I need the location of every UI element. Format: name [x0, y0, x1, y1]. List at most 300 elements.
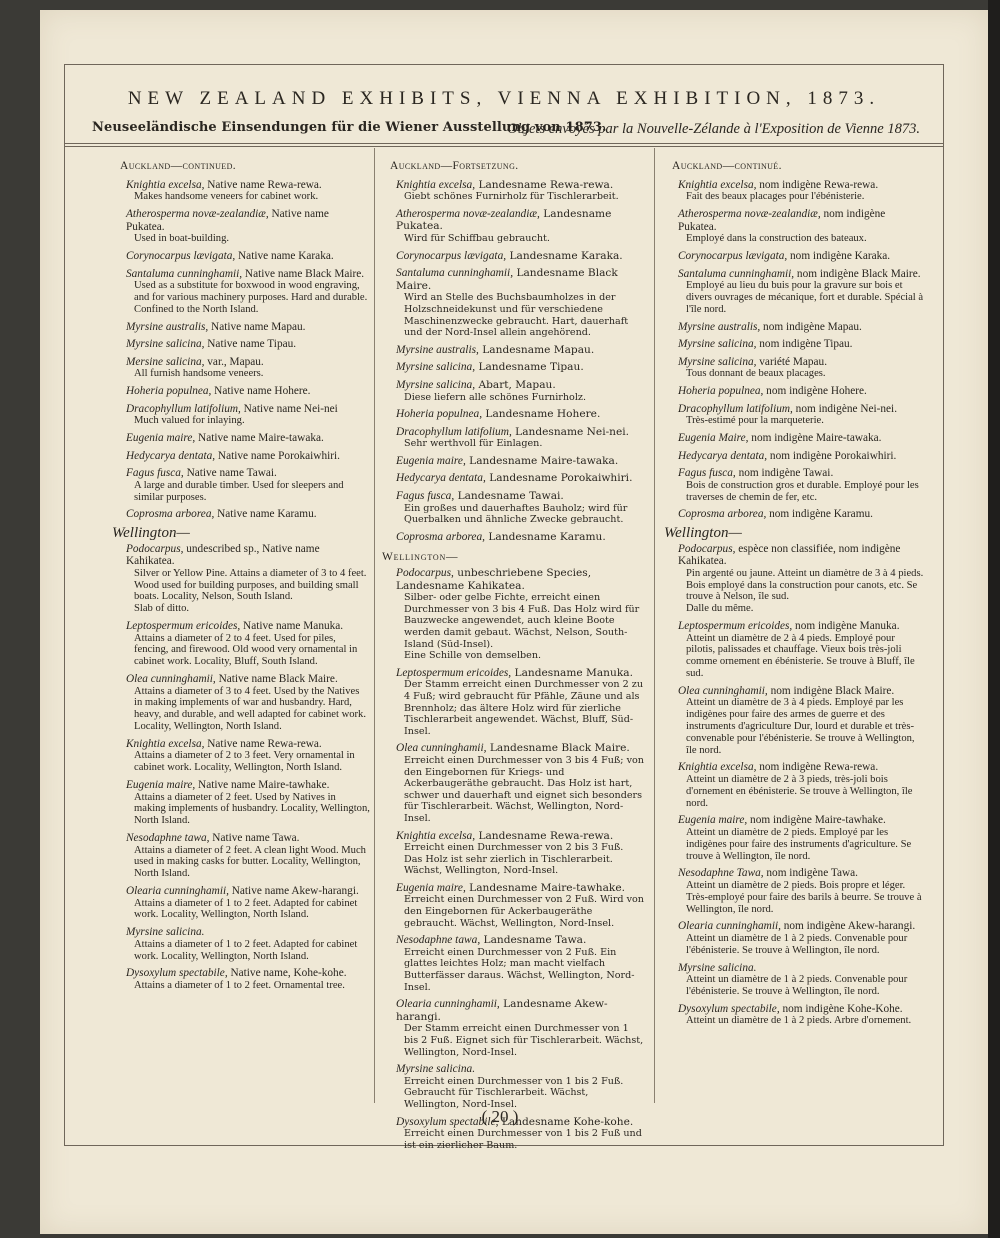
column-divider-2 [654, 148, 655, 1103]
species-name-line [396, 830, 644, 843]
species-name-line [126, 356, 370, 369]
species-latin-name: Coprosma arborea, [126, 508, 215, 521]
species-name-line [126, 338, 370, 351]
species-latin-name: Olea cunninghamii, [396, 742, 487, 755]
timber-entry [382, 567, 644, 662]
timber-entry [382, 361, 644, 374]
page-title: NEW ZEALAND EXHIBITS, VIENNA EXHIBITION, 1873. [127, 88, 881, 109]
species-latin-name: Myrsine salicina, [126, 338, 205, 351]
section-heading: Auckland—continued. [120, 160, 237, 172]
species-note: Dalle du même. [686, 603, 754, 615]
native-name: Native name Karamu. [214, 508, 317, 521]
species-name-line [126, 467, 370, 480]
native-name: nom indigène Kohe-Kohe. [779, 1002, 903, 1015]
species-description: Très-estimé pour la marqueterie. [686, 415, 824, 427]
species-description: Wird an Stelle des Buchsbaumholzes in der Holzschneidekunst und für verschiedene Maschinenzwecke gebraucht. Hart, dauerhaft und der Nord-Insel allein angehörend. [404, 292, 629, 339]
species-name-line [126, 508, 370, 521]
species-description: Attains a diameter of 2 feet. Used by Natives in making implements of husbandry. Locality, Wellington, North Island. [134, 791, 370, 827]
species-latin-name: Dysoxylum spectabile, [126, 967, 228, 980]
species-name-line [678, 543, 926, 568]
species-name-line [396, 490, 644, 503]
native-name: Native name Pukatea. [126, 207, 329, 233]
native-name: Native name Black Maire. [215, 673, 338, 686]
native-name: nom indigène Rewa-rewa. [756, 178, 879, 191]
species-name-line [678, 508, 926, 521]
species-latin-name: Nesodaphne tawa, [126, 831, 210, 844]
timber-entry [112, 467, 370, 503]
native-name: Landesname Tipau. [475, 361, 584, 374]
species-latin-name: Leptospermum ericoides, [396, 666, 512, 679]
species-description: Atteint un diamètre de 2 pieds. Bois propre et léger. Très-employé pour faire des barils à beurre. Se trouve à Wellington, île nord. [686, 879, 922, 915]
species-description: Der Stamm erreicht einen Durchmesser von 2 zu 4 Fuß; wird gebraucht für Pfähle, Zäune und als Brennholz; das ältere Holz wird für zierliche Tischlerarbeit angewendet. Wächst, Bluff, Süd-Insel. [404, 679, 644, 737]
species-latin-name: Hoheria populnea, [126, 385, 212, 398]
species-description: Der Stamm erreicht einen Durchmesser von 1 bis 2 Fuß. Eignet sich für Tischlerarbeit. Wächst, Wellington, Nord-Insel. [404, 1023, 644, 1058]
native-name: Native name Karaka. [235, 249, 334, 262]
timber-entry [664, 467, 926, 503]
region-heading: Wellington— [112, 525, 190, 542]
timber-entry [112, 403, 370, 427]
species-latin-name: Myrsine salicina. [678, 961, 757, 974]
species-description: Atteint un diamètre de 2 à 3 pieds, très-joli bois d'ornement en ébénisterie. Se trouve à Wellington, île nord. [686, 774, 913, 809]
native-name: nom indigène Tawai. [735, 467, 834, 480]
native-name: unbeschriebene Species, Landesname Kahikatea. [396, 567, 592, 592]
timber-entry [382, 472, 644, 485]
timber-entry [382, 531, 644, 544]
species-name-line [396, 531, 644, 544]
species-name-line [678, 250, 926, 263]
species-name-line [396, 934, 644, 947]
species-latin-name: Myrsine australis, [126, 320, 209, 333]
native-name: Landesname Pukatea. [396, 207, 612, 233]
native-name: nom indigène Akew-harangi. [780, 920, 916, 933]
species-description: Attains a diameter of 2 feet. A clean light Wood. Much used in making casks for butter. Locality, Wellington, North Island. [134, 844, 366, 880]
species-name-line [126, 832, 370, 845]
species-description: Makes handsome veneers for cabinet work. [134, 191, 319, 203]
timber-entry [112, 356, 370, 380]
timber-entry [664, 685, 926, 757]
species-latin-name: Knightia excelsa, [396, 178, 476, 191]
french-subtitle: Objets envoyés par la Nouvelle-Zélande à l'Exposition de Vienne 1873. [507, 121, 920, 137]
native-name: var., Mapau. [204, 355, 264, 368]
native-name: Landesname Hohere. [482, 408, 601, 421]
species-latin-name: Santaluma cunninghamii, [126, 267, 243, 280]
species-name-line [126, 885, 370, 898]
native-name: Landesname Black Maire. [396, 267, 618, 292]
timber-entry [664, 403, 926, 427]
native-name: nom indigène Porokaiwhiri. [767, 449, 897, 462]
timber-entry [382, 267, 644, 339]
native-name: nom indigène Hohere. [763, 385, 867, 398]
native-name: Native name Tawa. [209, 831, 300, 844]
species-description: Erreicht einen Durchmesser von 1 bis 2 Fuß. Gebraucht für Tischlerarbeit. Wächst, Wellington, Nord-Insel. [404, 1075, 624, 1110]
native-name: Landesname Maire-tawhake. [465, 881, 625, 894]
species-latin-name: Nesodaphne tawa, [396, 934, 481, 947]
timber-entry [382, 408, 644, 421]
species-latin-name: Knightia excelsa, [678, 761, 757, 774]
species-description: Used in boat-building. [134, 233, 230, 245]
timber-entry [664, 432, 926, 445]
native-name: Native name Porokaiwhiri. [215, 449, 340, 462]
species-description: Employé au lieu du buis pour la gravure sur bois et divers ouvrages de mécanique, fort et durable. Spécial à l'île nord. [686, 280, 924, 315]
species-latin-name: Eugenia maire, [678, 814, 748, 827]
native-name: espèce non classifiée, nom indigène Kahikatea. [678, 542, 901, 568]
species-latin-name: Myrsine australis, [678, 320, 761, 333]
species-latin-name: Eugenia maire, [396, 454, 466, 467]
german-subtitle: Neuseeländische Einsendungen für die Wiener Ausstellung von 1873. [92, 120, 607, 135]
timber-entry [664, 761, 926, 809]
species-latin-name: Podocarpus, [126, 542, 184, 555]
native-name: Native name Black Maire. [242, 267, 365, 280]
species-latin-name: Eugenia maire, [396, 881, 466, 894]
timber-entry [112, 620, 370, 668]
species-name-line [396, 742, 644, 755]
species-note: Eine Schille von demselben. [404, 650, 542, 662]
species-latin-name: Olearia cunninghamii, [126, 884, 229, 897]
native-name: Native name Maire-tawhake. [195, 779, 330, 791]
species-latin-name: Atherosperma novæ-zealandiæ, [678, 207, 821, 220]
species-description: Atteint un diamètre de 1 à 2 pieds. Convenable pour l'ébénisterie. Se trouve à Wellington, île nord. [686, 974, 908, 997]
timber-entry [112, 885, 370, 921]
species-latin-name: Dysoxylum spectabile, [678, 1002, 780, 1015]
species-description: Bois de construction gros et durable. Employé pour les traverses de chemin de fer, etc. [686, 479, 919, 503]
species-description: Ein großes und dauerhaftes Bauholz; wird für Querbalken und ähnliche Zwecke gebraucht. [404, 502, 628, 526]
species-description: Pin argenté ou jaune. Atteint un diamètre de 3 à 4 pieds. Bois employé dans la construction pour canots, etc. Se trouve à Nelson, île sud. [686, 567, 924, 603]
species-name-line [396, 426, 644, 439]
species-latin-name: Myrsine salicina, [396, 378, 476, 391]
species-description: Used as a substitute for boxwood in wood engraving, and for various machinery purposes. Hard and durable. Confined to the North Island. [134, 280, 368, 315]
species-description: Erreicht einen Durchmesser von 1 bis 2 Fuß und ist ein zierlicher Baum. [404, 1128, 642, 1151]
species-note: Slab of ditto. [134, 603, 190, 615]
species-latin-name: Dracophyllum latifolium, [126, 402, 241, 415]
species-name-line [678, 867, 926, 880]
timber-entry [664, 920, 926, 956]
species-name-line [678, 208, 926, 233]
species-latin-name: Knightia excelsa, [678, 178, 757, 191]
species-name-line [396, 882, 644, 895]
species-latin-name: Eugenia maire, [126, 432, 196, 445]
species-name-line [678, 761, 926, 774]
species-description: Much valued for inlaying. [134, 415, 245, 427]
species-latin-name: Myrsine salicina. [396, 1063, 476, 1076]
timber-entry [112, 738, 370, 774]
page-edge [988, 0, 1000, 1238]
species-latin-name: Corynocarpus lævigata, [678, 249, 788, 262]
species-latin-name: Podocarpus, [396, 567, 454, 580]
species-name-line [126, 179, 370, 192]
species-name-line [678, 179, 926, 192]
species-description: Silber- oder gelbe Fichte, erreicht einen Durchmesser von 3 bis 4 Fuß. Das Holz wird für Bauzwecke angewendet, auch kleine Boote werden damit gebaut. Wächst, Nelson, South-Island (Süd-Insel). [404, 592, 640, 650]
species-name-line [126, 926, 370, 939]
species-name-line [126, 321, 370, 334]
native-name: Native name Akew-harangi. [228, 884, 359, 897]
header-rule [64, 143, 944, 144]
timber-entry [382, 344, 644, 357]
native-name: nom indigène Pukatea. [678, 207, 886, 233]
native-name: Landesname Porokaiwhiri. [485, 472, 633, 485]
native-name: nom indigène Rewa-rewa. [756, 761, 879, 774]
species-description: Attains a diameter of 2 to 3 feet. Very ornamental in cabinet work. Locality, Wellington, North Island. [134, 750, 355, 774]
timber-entry [112, 208, 370, 245]
native-name: Landesname Akew-harangi. [396, 998, 608, 1023]
species-name-line [396, 472, 644, 485]
native-name: Landesname Mapau. [478, 343, 595, 356]
native-name: Landesname Maire-tawaka. [465, 454, 619, 467]
timber-entry [112, 385, 370, 398]
species-latin-name: Myrsine australis, [396, 343, 479, 356]
timber-entry [664, 962, 926, 998]
native-name: Landesname Tawai. [454, 490, 564, 503]
species-name-line [396, 1063, 644, 1076]
column-divider-1 [374, 148, 375, 1103]
native-name: nom indigène Karamu. [766, 508, 873, 521]
species-latin-name: Myrsine salicina, [396, 361, 476, 374]
timber-entry [382, 934, 644, 993]
species-name-line [126, 967, 370, 980]
species-name-line [678, 403, 926, 416]
timber-entry [664, 543, 926, 615]
timber-entry [382, 179, 644, 203]
species-name-line [396, 344, 644, 357]
species-description: Diese liefern alle schönes Furnirholz. [404, 391, 586, 403]
native-name: Native name Rewa-rewa. [204, 178, 322, 191]
species-name-line [396, 208, 644, 233]
species-latin-name: Olea cunninghamii, [678, 684, 768, 697]
timber-entry [382, 455, 644, 468]
species-name-line [126, 403, 370, 416]
timber-entry [664, 385, 926, 398]
species-description: Erreicht einen Durchmesser von 2 Fuß. Wird von den Eingebornen für Ackerbaugeräthe gebraucht. Wächst, Wellington, Nord-Insel. [404, 894, 644, 929]
native-name: nom indigène Black Maire. [767, 684, 895, 697]
timber-entry [664, 356, 926, 380]
species-latin-name: Corynocarpus lævigata, [396, 249, 507, 262]
timber-entry [112, 250, 370, 263]
english-column [112, 158, 370, 997]
region-heading: Wellington— [664, 525, 742, 542]
species-description: Atteint un diamètre de 2 à 4 pieds. Employé pour pilotis, palissades et chauffage. Vieux bois très-joli comme ornement en ébénisterie. Se trouve à Bluff, île sud. [686, 632, 915, 680]
timber-entry [382, 882, 644, 929]
species-latin-name: Leptospermum ericoides, [126, 620, 241, 633]
species-name-line [678, 385, 926, 398]
timber-entry [112, 432, 370, 445]
native-name: Native name Maire-tawaka. [195, 432, 324, 445]
species-name-line [396, 250, 644, 263]
species-latin-name: Corynocarpus lævigata, [126, 249, 236, 262]
native-name: nom indigène Black Maire. [794, 267, 921, 280]
native-name: Landesname Karamu. [485, 530, 606, 543]
timber-entry [664, 321, 926, 334]
timber-entry [112, 338, 370, 351]
species-name-line [396, 998, 644, 1023]
german-column [382, 158, 644, 1156]
native-name: Native name Tipau. [204, 338, 297, 351]
species-name-line [678, 321, 926, 334]
species-latin-name: Dracophyllum latifolium, [396, 425, 512, 438]
species-description: Erreicht einen Durchmesser von 2 bis 3 Fuß. Das Holz ist sehr zierlich in Tischlerarbeit. Wächst, Wellington, Nord-Insel. [404, 842, 624, 877]
timber-entry [664, 814, 926, 862]
timber-entry [382, 667, 644, 738]
native-name: Native name Hohere. [211, 385, 311, 398]
species-latin-name: Santaluma cunninghamii, [396, 267, 514, 280]
species-description: Erreicht einen Durchmesser von 3 bis 4 Fuß; von den Eingebornen für Kriegs- und Ackerbaugeräthe gebraucht. Das Holz ist hart, schwer und dauerhaft und eignet sich besonders für Tischlerarbeit. Wächst, Wellington, Nord-Insel. [404, 754, 644, 824]
species-description: Atteint un diamètre de 2 pieds. Employé par les indigènes pour faire des instruments d'agriculture. Se trouve à Wellington, île nord. [686, 826, 912, 862]
timber-entry [382, 998, 644, 1058]
species-latin-name: Dracophyllum latifolium, [678, 402, 793, 415]
species-latin-name: Hedycarya dentata, [126, 449, 216, 462]
species-latin-name: Eugenia maire, [126, 779, 196, 791]
timber-entry [112, 832, 370, 880]
species-latin-name: Nesodaphne Tawa, [678, 867, 764, 880]
timber-entry [112, 967, 370, 991]
species-latin-name: Atherosperma novæ-zealandiæ, [396, 207, 540, 220]
timber-entry [112, 268, 370, 316]
species-description: Attains a diameter of 3 to 4 feet. Used by the Natives in making implements of war and husbandry. Hard, heavy, and durable, and well adapted for cabinet work. Locality, Wellington, North Island. [134, 685, 366, 733]
timber-entry [382, 208, 644, 245]
native-name: Landesname Nei-nei. [511, 425, 630, 438]
species-name-line [396, 267, 644, 292]
native-name: Landesname Tawa. [480, 934, 587, 947]
native-name: Landesname Karaka. [506, 249, 623, 262]
species-description: Tous donnant de beaux placages. [686, 368, 826, 380]
species-latin-name: Fagus fusca, [126, 467, 184, 480]
species-name-line [126, 620, 370, 633]
species-latin-name: Knightia excelsa, [396, 829, 476, 842]
species-name-line [678, 1003, 926, 1016]
native-name: nom indigène Tawa. [763, 867, 858, 880]
species-name-line [396, 567, 644, 592]
timber-entry [382, 379, 644, 403]
species-latin-name: Olea cunninghamii, [126, 673, 216, 686]
native-name: Native name Manuka. [240, 620, 344, 633]
species-description: Attains a diameter of 1 to 2 feet. Adapted for cabinet work. Locality, Wellington, North Island. [134, 938, 358, 962]
species-description: Silver or Yellow Pine. Attains a diameter of 3 to 4 feet. Wood used for building purposes, and building small boats. Locality, Nelson, South Island. [134, 567, 367, 603]
timber-entry [112, 508, 370, 521]
species-name-line [126, 385, 370, 398]
species-description: Atteint un diamètre de 1 à 2 pieds. Convenable pour l'ébénisterie. Se trouve à Wellington, île nord. [686, 932, 908, 956]
timber-entry [382, 426, 644, 450]
timber-entry [664, 1003, 926, 1027]
species-description: Giebt schönes Furnirholz für Tischlerarbeit. [404, 191, 619, 203]
timber-entry [112, 543, 370, 615]
species-description: Attains a diameter of 2 to 4 feet. Used for piles, fencing, and firewood. Old wood very ornamental in cabinet work. Locality, Bluff, South Island. [134, 632, 358, 668]
timber-entry [664, 179, 926, 203]
species-latin-name: Leptospermum ericoides, [678, 620, 793, 633]
native-name: Landesname Kohe-kohe. [498, 1115, 634, 1128]
species-name-line [678, 920, 926, 933]
species-description: Wird für Schiffbau gebraucht. [404, 232, 550, 244]
species-description: Erreicht einen Durchmesser von 2 Fuß. Ein glattes leichtes Holz; man macht vielfach Butterfässer daraus. Wächst, Wellington, Nord-Insel. [404, 946, 635, 993]
species-latin-name: Knightia excelsa, [126, 178, 205, 191]
timber-entry [382, 490, 644, 526]
species-description: Attains a diameter of 1 to 2 feet. Adapted for cabinet work. Locality, Wellington, North Island. [134, 897, 358, 921]
native-name: Abart, Mapau. [475, 378, 556, 391]
timber-entry [382, 250, 644, 263]
page-number: ( 20 ) [481, 1107, 519, 1126]
native-name: Landesname Rewa-rewa. [475, 829, 614, 842]
timber-entry [664, 508, 926, 521]
species-name-line [126, 208, 370, 233]
species-latin-name: Myrsine salicina, [678, 338, 757, 351]
species-name-line [678, 814, 926, 827]
species-latin-name: Mersine salicina, [126, 355, 205, 368]
species-description: Sehr werthvoll für Einlagen. [404, 438, 543, 450]
native-name: nom indigène Maire-tawhake. [747, 814, 886, 827]
native-name: Native name Tawai. [183, 467, 277, 480]
timber-entry [664, 620, 926, 680]
species-name-line [678, 450, 926, 463]
species-name-line [396, 408, 644, 421]
native-name: Landesname Black Maire. [486, 742, 630, 755]
species-name-line [126, 543, 370, 568]
native-name: nom indigène Tipau. [756, 338, 853, 351]
region-heading: Wellington— [382, 551, 459, 564]
species-description: Employé dans la construction des bateaux. [686, 233, 867, 245]
timber-entry [664, 867, 926, 915]
species-name-line [678, 685, 926, 698]
timber-entry [664, 250, 926, 263]
native-name: nom indigène Nei-nei. [792, 402, 898, 415]
species-description: Attains a diameter of 1 to 2 feet. Ornamental tree. [134, 979, 345, 991]
species-name-line [396, 379, 644, 392]
native-name: Native name Nei-nei [240, 402, 338, 415]
timber-entry [112, 673, 370, 733]
species-description: Fait des beaux placages pour l'ébénisterie. [686, 191, 865, 203]
species-latin-name: Myrsine salicina. [126, 926, 205, 939]
timber-entry [664, 450, 926, 463]
timber-entry [112, 450, 370, 463]
native-name: Landesname Manuka. [511, 666, 633, 679]
species-latin-name: Olearia cunninghamii, [396, 998, 500, 1011]
native-name: Landesname Rewa-rewa. [475, 178, 614, 191]
species-latin-name: Hoheria populnea, [396, 408, 483, 421]
species-name-line [396, 361, 644, 374]
species-name-line [126, 432, 370, 445]
species-name-line [678, 338, 926, 351]
species-latin-name: Hedycarya dentata, [396, 472, 486, 485]
native-name: Native name, Kohe-kohe. [227, 967, 347, 980]
species-name-line [126, 268, 370, 281]
native-name: undescribed sp., Native name Kahikatea. [126, 542, 320, 568]
species-name-line [678, 432, 926, 445]
species-latin-name: Coprosma arborea, [396, 530, 486, 543]
species-latin-name: Atherosperma novæ-zealandiæ, [126, 207, 269, 220]
species-name-line [396, 179, 644, 192]
timber-entry [112, 179, 370, 203]
timber-entry [382, 742, 644, 824]
native-name: variété Mapau. [756, 355, 828, 368]
species-latin-name: Eugenia Maire, [678, 432, 749, 445]
timber-entry [664, 268, 926, 316]
species-latin-name: Knightia excelsa, [126, 737, 205, 750]
timber-entry [112, 321, 370, 334]
native-name: nom indigène Manuka. [792, 620, 900, 633]
species-name-line [126, 673, 370, 686]
species-latin-name: Dysoxylum spectabile, [396, 1115, 499, 1128]
species-name-line [678, 620, 926, 633]
species-latin-name: Myrsine salicina, [678, 355, 757, 368]
species-latin-name: Podocarpus, [678, 542, 736, 555]
species-latin-name: Olearia cunninghamii, [678, 920, 781, 933]
header-rule-double [64, 146, 944, 147]
species-name-line [126, 250, 370, 263]
native-name: nom indigène Mapau. [760, 320, 862, 333]
native-name: nom indigène Maire-tawaka. [748, 432, 882, 445]
timber-entry [664, 338, 926, 351]
timber-entry [112, 779, 370, 827]
species-name-line [126, 779, 370, 792]
timber-entry [382, 830, 644, 877]
timber-entry [112, 926, 370, 962]
species-name-line [678, 268, 926, 281]
